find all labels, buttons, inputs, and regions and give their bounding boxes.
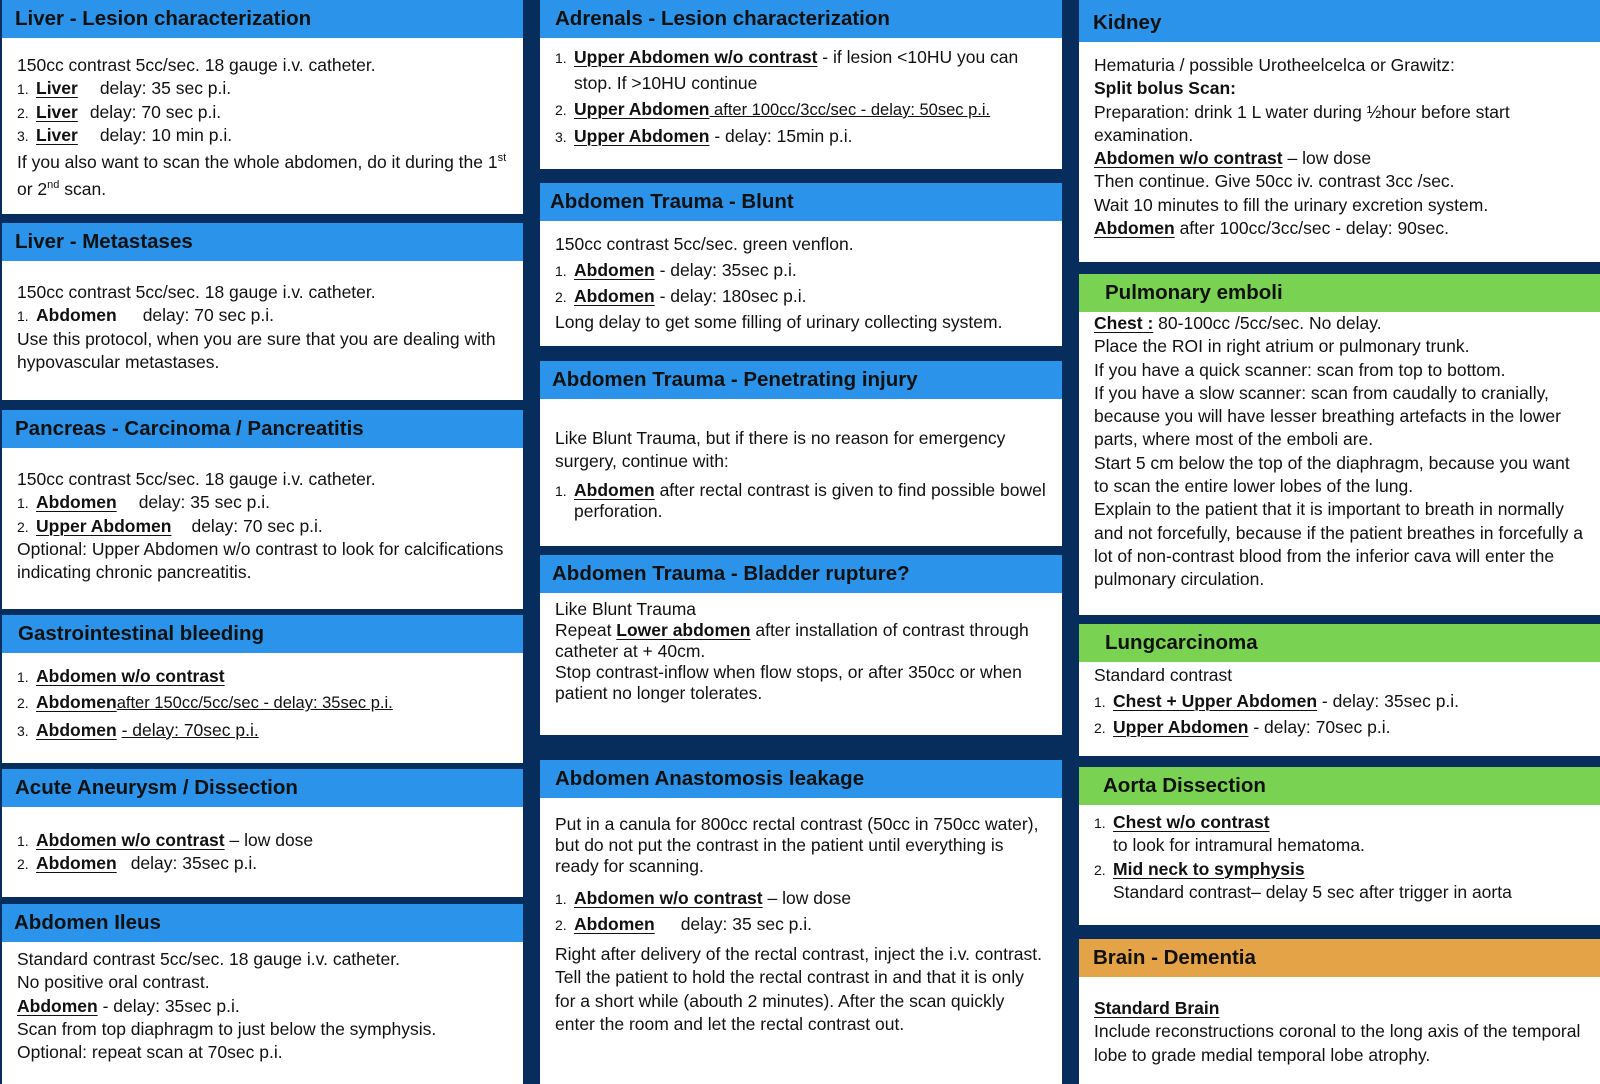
card-liver-lesion — [2, 0, 523, 214]
list-item: 2. Mid neck to symphysis Standard contrast– delay 5 sec after trigger in aorta — [1094, 858, 1512, 902]
line: If you have a slow scanner: scan from caudally to cranially, because you will have lesser breathing artefacts in the lower parts, where most of the emboli are. — [1094, 382, 1561, 450]
card-title: Brain - Dementia — [1079, 939, 1600, 977]
list-item: 1. Abdomen after rectal contrast is given to find possible bowel perforation. — [555, 479, 1046, 521]
card-title: Acute Aneurysm / Dissection — [2, 769, 523, 807]
list-item: 3. Liver delay: 10 min p.i. — [17, 124, 233, 145]
card-bladder-rupture — [540, 555, 1062, 735]
line: Hematuria / possible Urotheelcelca or Grawitz: — [1094, 55, 1455, 75]
list-item: 2. Upper Abdomen after 100cc/3cc/sec - delay: 50sec p.i. — [555, 99, 991, 119]
card-blunt-trauma — [540, 183, 1062, 346]
intro-text: 150cc contrast 5cc/sec. 18 gauge i.v. catheter. — [17, 55, 376, 75]
line: Chest : 80-100cc /5cc/sec. No delay. — [1094, 313, 1382, 333]
card-lungcarcinoma — [1079, 624, 1600, 756]
line: Abdomen - delay: 35sec p.i. — [17, 995, 240, 1016]
intro-text: 150cc contrast 5cc/sec. green venflon. — [555, 234, 854, 254]
list-item: 2. Abdomen delay: 35sec p.i. — [17, 853, 258, 874]
list-item: 3. Upper Abdomen - delay: 15min p.i. — [555, 126, 853, 146]
card-kidney — [1079, 0, 1600, 262]
card-title: Abdomen Trauma - Penetrating injury — [540, 361, 1062, 399]
card-title: Gastrointestinal bleeding — [2, 615, 523, 653]
line: Then continue. Give 50cc iv. contrast 3cc /sec. — [1094, 171, 1455, 192]
note-text: Optional: Upper Abdomen w/o contrast to look for calcifications indicating chronic pancreatitis. — [17, 538, 504, 583]
card-title: Liver - Lesion characterization — [2, 0, 523, 38]
list-item: 1. Abdomen delay: 70 sec p.i. — [17, 305, 275, 326]
line: Stop contrast-inflow when flow stops, or after 350cc or when patient no longer tolerates. — [555, 662, 1022, 703]
card-pulmonary-emboli — [1079, 274, 1600, 615]
card-title: Kidney — [1079, 0, 1600, 42]
card-ileus — [2, 904, 523, 1084]
line: Abdomen w/o contrast – low dose — [1094, 148, 1372, 169]
line: Start 5 cm below the top of the diaphragm, because you want to scan the entire lower lobes of the lung. — [1094, 452, 1570, 497]
list-item: 3. Abdomen - delay: 70sec p.i. — [17, 719, 259, 740]
card-pancreas — [2, 410, 523, 609]
intro-text: Put in a canula for 800cc rectal contrast (50cc in 750cc water), but do not put the contrast in the patient until everything is ready for scanning. — [555, 814, 1039, 876]
note-text: Long delay to get some filling of urinary collecting system. — [555, 312, 1003, 332]
card-title: Abdomen Trauma - Bladder rupture? — [540, 555, 1062, 593]
list-item: 1. Abdomen w/o contrast – low dose — [17, 830, 314, 850]
line: No positive oral contrast. — [17, 972, 210, 993]
card-liver-metastases — [2, 223, 523, 400]
intro-text: 150cc contrast 5cc/sec. 18 gauge i.v. catheter. — [17, 282, 376, 302]
line: Repeat Lower abdomen after installation of contrast through catheter at + 40cm. — [555, 620, 1029, 661]
line: Include reconstructions coronal to the long axis of the temporal lobe to grade medial temporal lobe atrophy. — [1094, 1021, 1581, 1065]
list-item: 1. Upper Abdomen w/o contrast - if lesion <10HU you can stop. If >10HU continue — [555, 47, 1019, 93]
list-item: 2. Upper Abdomen - delay: 70sec p.i. — [1094, 717, 1391, 737]
list-item: 1. Liver delay: 35 sec p.i. — [17, 78, 232, 99]
note-text: Use this protocol, when you are sure that you are dealing with hypovascular metastases. — [17, 328, 496, 372]
intro-text: Like Blunt Trauma, but if there is no reason for emergency surgery, continue with: — [555, 428, 1006, 472]
line: Standard Brain — [1094, 998, 1220, 1018]
list-item: 1. Chest w/o contrast to look for intramural hematoma. — [1094, 812, 1365, 856]
line: Wait 10 minutes to fill the urinary excretion system. — [1094, 194, 1489, 215]
card-anastomosis-leakage — [540, 760, 1062, 1084]
line: Like Blunt Trauma — [555, 599, 697, 619]
card-title: Adrenals - Lesion characterization — [540, 0, 1062, 38]
line: Preparation: drink 1 L water during ½hour before start examination. — [1094, 101, 1510, 145]
line: Split bolus Scan: — [1094, 78, 1236, 99]
note-text: Tell the patient to hold the rectal contrast in and that it is only for a short while (abouth 2 minutes). After the scan quickly enter the room and let the rectal contrast out. — [555, 967, 1024, 1034]
list-item: 2. Abdomen delay: 35 sec p.i. — [555, 914, 813, 934]
card-title: Abdomen Anastomosis leakage — [540, 760, 1062, 798]
card-title: Pancreas - Carcinoma / Pancreatitis — [2, 410, 523, 448]
card-title: Lungcarcinoma — [1079, 624, 1600, 662]
list-item: 1. Abdomen w/o contrast — [17, 666, 225, 686]
line: Optional: repeat scan at 70sec p.i. — [17, 1042, 283, 1063]
list-item: 1. Abdomen w/o contrast – low dose — [555, 888, 852, 908]
line: If you have a quick scanner: scan from top to bottom. — [1094, 359, 1506, 380]
list-item: 1. Chest + Upper Abdomen - delay: 35sec p.i. — [1094, 691, 1460, 711]
list-item: 2. Abdomen - delay: 180sec p.i. — [555, 286, 807, 306]
card-title: Abdomen Ileus — [2, 904, 523, 942]
list-item: 2. Abdomenafter 150cc/5cc/sec - delay: 35sec p.i. — [17, 692, 393, 713]
intro-text: Standard contrast — [1094, 665, 1233, 685]
note-text: Right after delivery of the rectal contrast, inject the i.v. contrast. — [555, 944, 1042, 964]
line: Scan from top diaphragm to just below the symphysis. — [17, 1018, 437, 1039]
list-item: 2. Upper Abdomen delay: 70 sec p.i. — [17, 515, 323, 536]
card-title: Abdomen Trauma - Blunt — [540, 183, 1062, 221]
card-aneurysm — [2, 769, 523, 897]
list-item: 2. Liver delay: 70 sec p.i. — [17, 101, 222, 122]
card-title: Liver - Metastases — [2, 223, 523, 261]
list-item: 1. Abdomen delay: 35 sec p.i. — [17, 492, 271, 513]
line: Abdomen after 100cc/3cc/sec - delay: 90sec. — [1094, 218, 1450, 239]
list-item: 1. Abdomen - delay: 35sec p.i. — [555, 260, 797, 280]
note-text: If you also want to scan the whole abdomen, do it during the 1st or 2nd scan. — [17, 152, 507, 200]
line: Standard contrast 5cc/sec. 18 gauge i.v. catheter. — [17, 949, 400, 969]
line: Explain to the patient that it is important to breath in normally and not forcefully, because if the patient breathes in forcefully a lot of non-contrast blood from the inferior cava will enter the pulmonary circulation. — [1094, 499, 1584, 590]
line: Place the ROI in right atrium or pulmonary trunk. — [1094, 336, 1470, 357]
card-title: Aorta Dissection — [1079, 767, 1600, 805]
card-gi-bleeding — [2, 615, 523, 763]
card-aorta-dissection — [1079, 767, 1600, 925]
card-adrenals — [540, 0, 1062, 169]
card-penetrating-trauma — [540, 361, 1062, 546]
intro-text: 150cc contrast 5cc/sec. 18 gauge i.v. catheter. — [17, 469, 376, 489]
card-brain-dementia — [1079, 939, 1600, 1084]
card-title: Pulmonary emboli — [1079, 274, 1600, 312]
